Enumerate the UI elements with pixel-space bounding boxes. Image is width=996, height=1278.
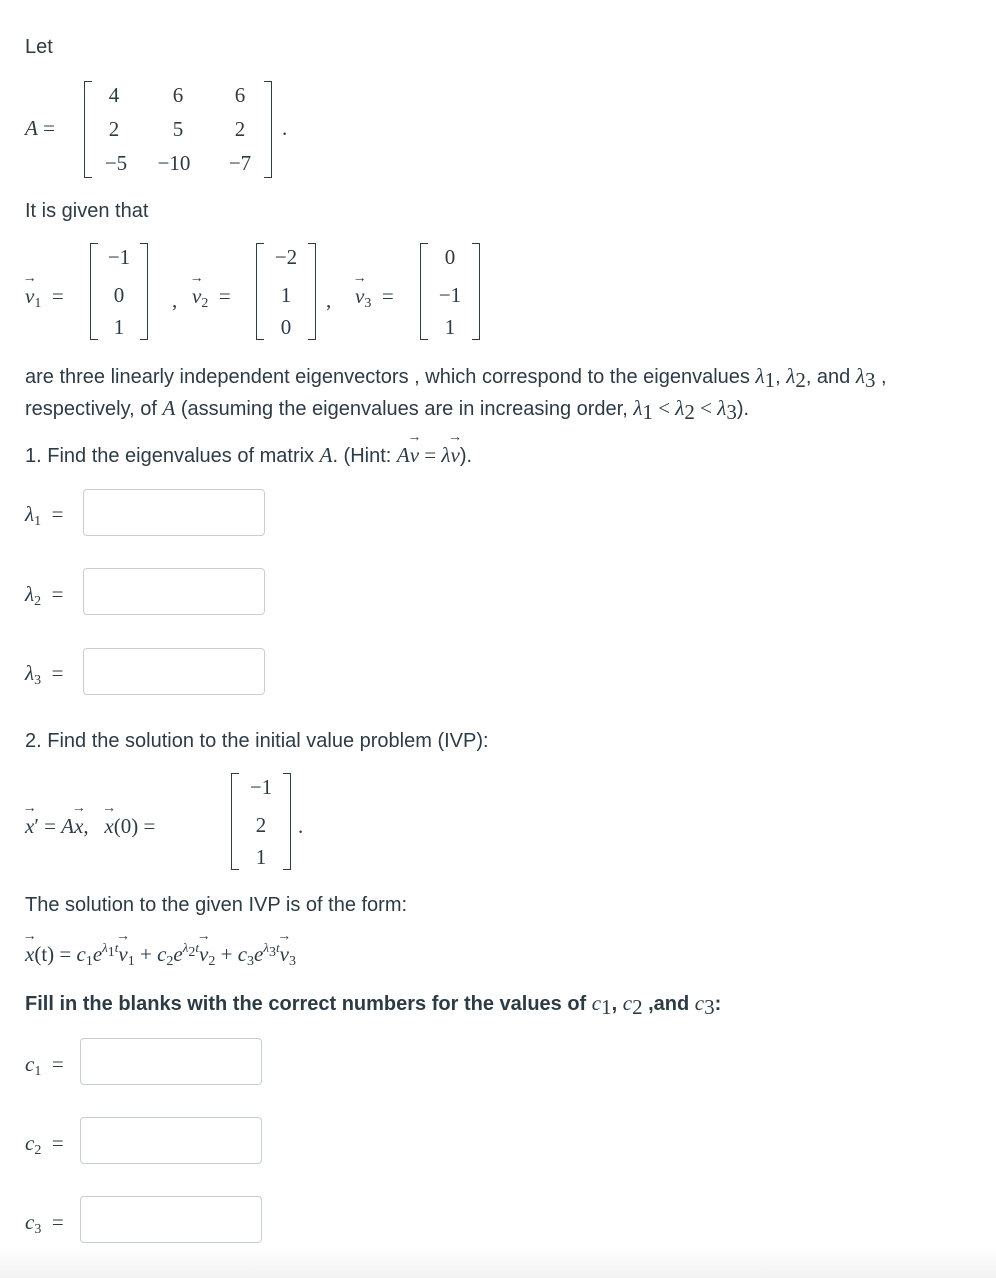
solution-form-text: The solution to the given IVP is of the form:	[25, 894, 408, 916]
matrix-a-cell: 2	[108, 117, 120, 141]
lambda-1-label: $\lambda_1$ =	[25, 502, 64, 529]
description-line-2: respectively, of A (assuming the eigenvalues are in increasing order, $\lambda_1 < \lambda_2 < \lambda_3$).	[25, 396, 750, 424]
matrix-a-cell: −10	[157, 151, 191, 175]
matrix-a-cell: 5	[172, 117, 184, 141]
c3-input[interactable]	[80, 1196, 262, 1243]
v2-label: → $v_2$ =	[192, 284, 231, 309]
v3-label: → $v_3$ =	[355, 284, 394, 309]
v3-entry: 1	[444, 315, 456, 339]
ivp-period: .	[298, 814, 304, 838]
ivp-entry: 2	[255, 813, 267, 837]
v1-entry: 1	[113, 315, 125, 339]
c2-label: $c_2$ =	[25, 1131, 64, 1158]
matrix-a-cell: 4	[108, 83, 120, 107]
c3-label: $c_3$ =	[25, 1210, 64, 1237]
ivp-entry: 1	[255, 845, 267, 869]
matrix-a-cell: −5	[104, 151, 128, 175]
matrix-a-cell: 6	[234, 83, 246, 107]
intro-let: Let	[25, 36, 53, 58]
v1-entry: −1	[107, 245, 131, 269]
v2-entry: −2	[274, 245, 298, 269]
matrix-a-cell: 2	[234, 117, 246, 141]
v1-label: → $v_1$ =	[25, 284, 64, 309]
ivp-initial-vector	[231, 773, 291, 870]
fill-instruction: Fill in the blanks with the correct numbers for the values of $c_1$, $c_2$ ,and $c_3$:	[25, 991, 722, 1019]
matrix-a-period: .	[282, 116, 288, 140]
v2-sep: ,	[326, 288, 332, 312]
v2-entry: 1	[280, 283, 292, 307]
given-text: It is given that	[25, 200, 149, 222]
c2-input[interactable]	[80, 1117, 262, 1164]
c1-input[interactable]	[80, 1038, 262, 1085]
matrix-a-label: A =	[25, 116, 55, 140]
v2-vector	[256, 243, 316, 340]
bottom-fade	[0, 1248, 996, 1278]
lambda-1-input[interactable]	[83, 489, 265, 536]
matrix-a-cell: 6	[172, 83, 184, 107]
ivp-equation: → x′ = A→ x, → x(0) =	[25, 814, 155, 839]
lambda-2-label: $\lambda_2$ =	[25, 582, 64, 609]
description-line-1: are three linearly independent eigenvectors , which correspond to the eigenvalues $\lambda_1$, $\lambda_2$, and $\lambda_3$ ,	[25, 364, 887, 392]
v3-entry: 0	[444, 245, 456, 269]
question-2: 2. Find the solution to the initial value problem (IVP):	[25, 730, 489, 752]
lambda-3-input[interactable]	[83, 648, 265, 695]
v3-vector	[420, 243, 480, 340]
lambda-2-input[interactable]	[83, 568, 265, 615]
lambda-3-label: $\lambda_3$ =	[25, 661, 64, 688]
c1-label: $c_1$ =	[25, 1052, 64, 1079]
matrix-a-cell: −7	[228, 151, 252, 175]
v1-vector	[90, 243, 148, 340]
v3-entry: −1	[438, 283, 462, 307]
v1-sep: ,	[172, 288, 178, 312]
question-1: 1. Find the eigenvalues of matrix A. (Hint: A→ v = λ→ v).	[25, 443, 472, 468]
ivp-entry: −1	[249, 775, 273, 799]
solution-form-equation: → $x(t) = c_1e^{\lambda_1t}\to v_1 + c_2e^{\lambda_2t}\to v_2 + c_3e^{\lambda_3t}\to v_3$	[25, 942, 296, 967]
matrix-a	[84, 81, 272, 178]
v1-entry: 0	[113, 283, 125, 307]
v2-entry: 0	[280, 315, 292, 339]
